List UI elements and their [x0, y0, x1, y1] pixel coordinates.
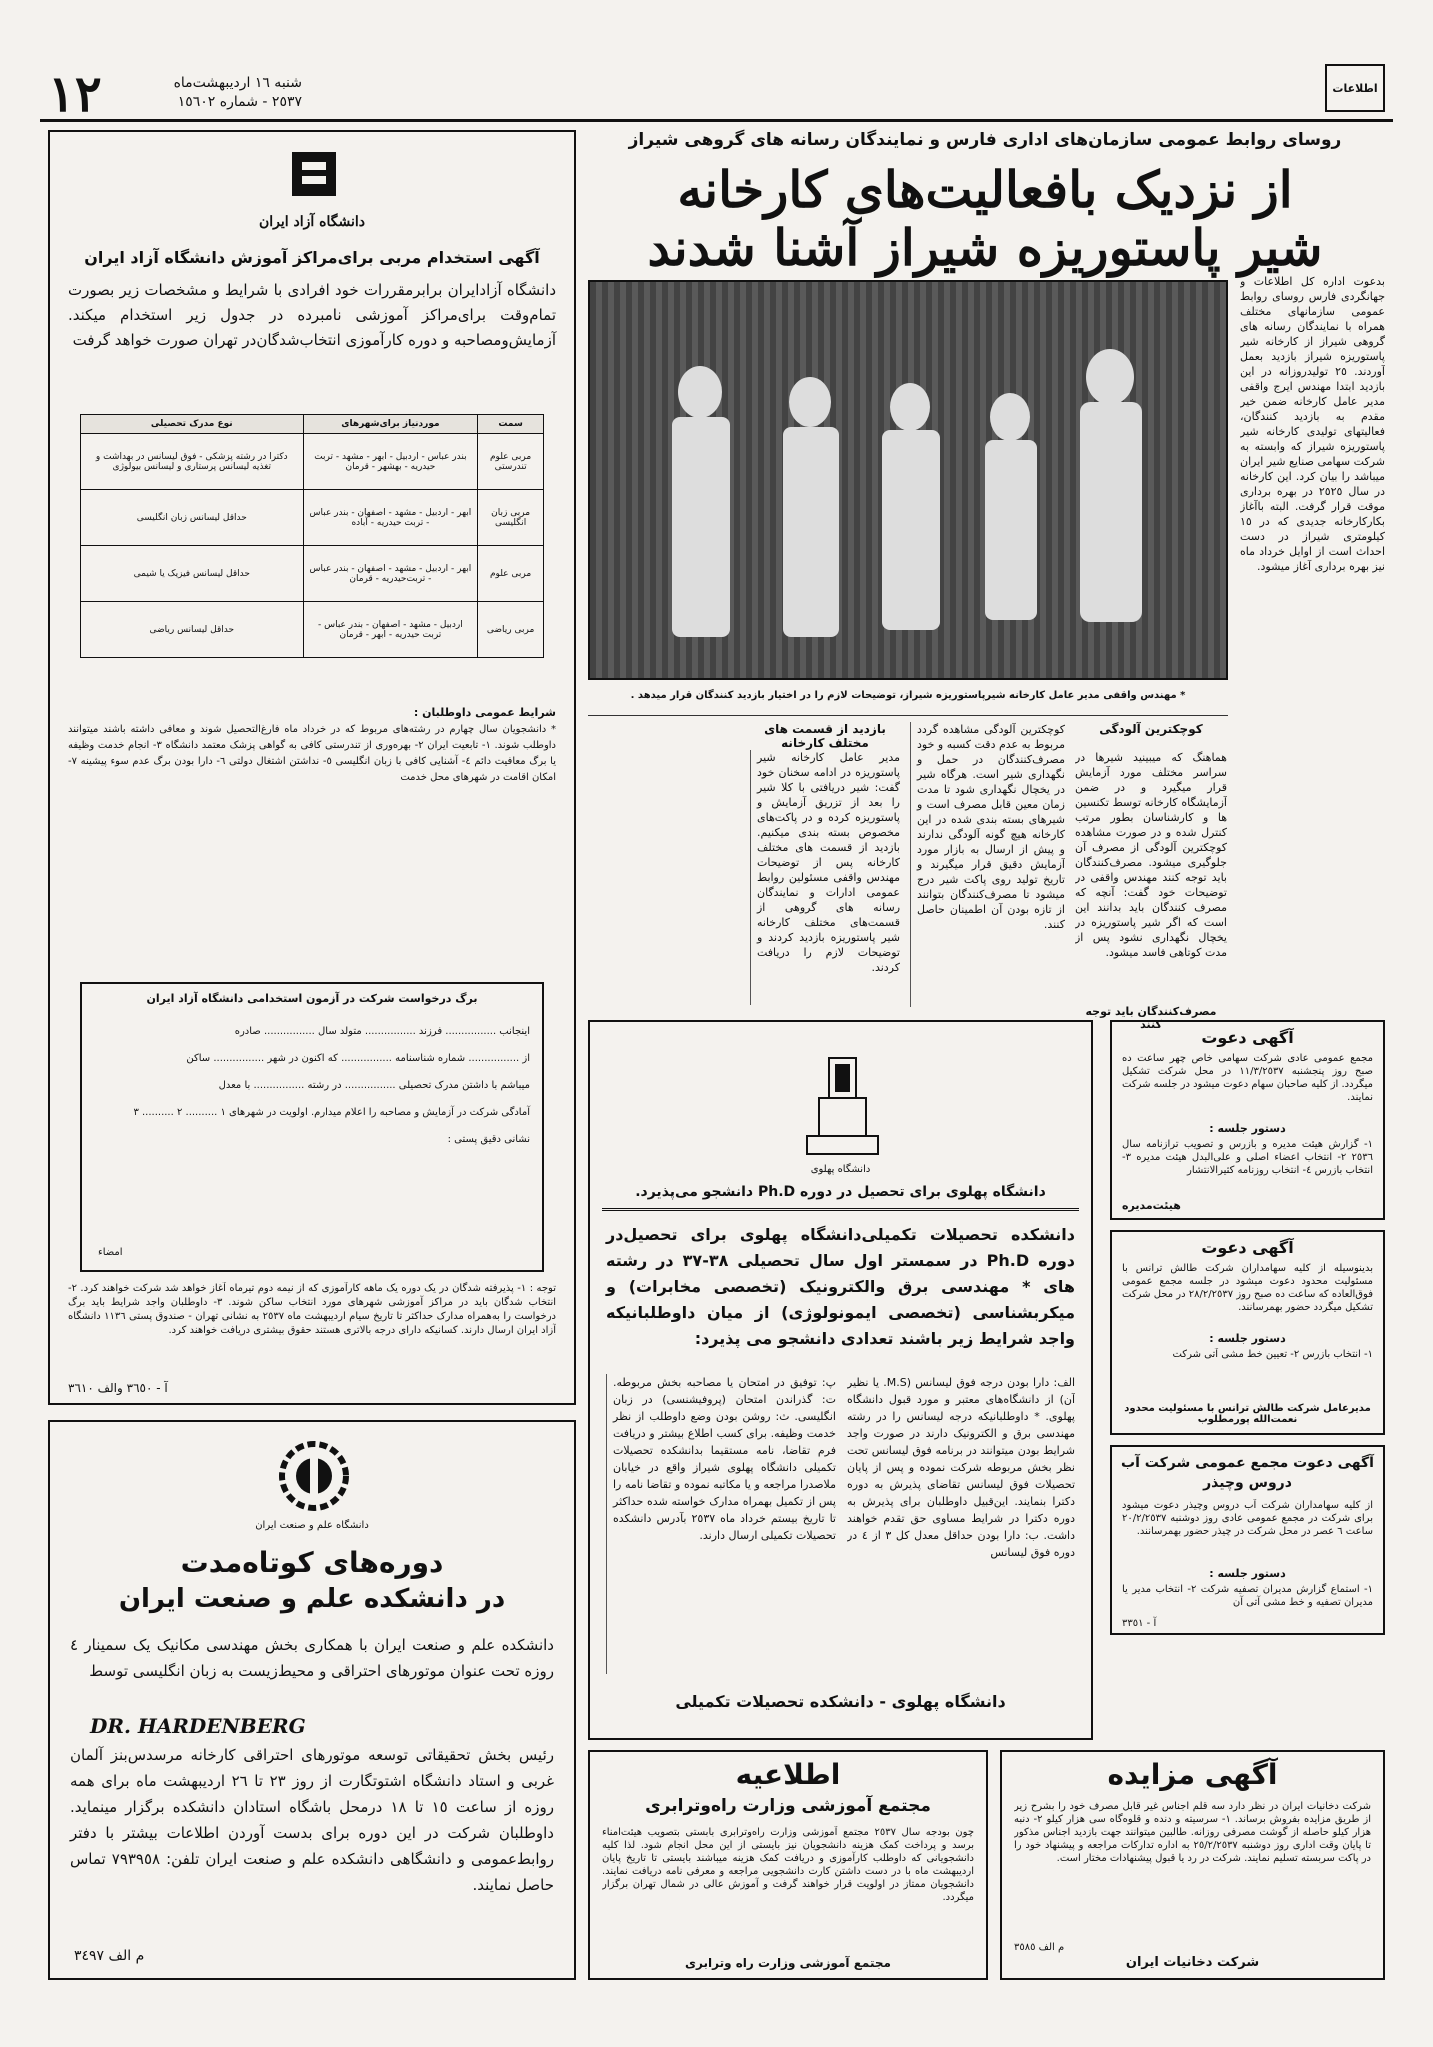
photo-figures — [590, 282, 1226, 678]
elm-sanat-title-2: در دانشکده علم و صنعت ایران — [118, 1584, 506, 1614]
article-body-col-1: هماهنگ که میبینید شیرها در سراسر مختلف مورد آزمایش قرار میگیرد و در ضمن آزمایشگاه کارخانه توسط تکنسین ها و کارشناسان بطور مرتب کنترل شده و در صورت مشاهده کوچکترین آلودگی از مصرف آن جلوگیری میشود. مصرف‌کنندگان باید توجه کنند مهندس واقفی در توضیحات خود گفت: آنچه که مصرف کنندگان باید بدانند این است که اگر شیر پاستوریزه در یخچال نگهداری نشود پس از مدت کوتاهی فاسد میشود. — [1075, 751, 1227, 959]
pahlavi-emblem — [795, 1036, 890, 1161]
elm-sanat-ref: م الف ٣٤٩٧ — [74, 1948, 145, 1964]
azad-jobs-table — [80, 414, 544, 658]
article-body-col-2: کوچکترین آلودگی مشاهده گردد مربوط به عدم دقت کسبه و خود مصرف‌کنندگان در حمل و نگهداری شیر است. هرگاه شیر در یخچال نگهداری شود تا مدت زمان معین قابل مصرف است و شیرهای بسته بندی شده در این کارخانه هیچ گونه آلودگی ندارند و پیش از ارسال به بازار مورد آزمایش دقیق قرار میگیرند و تاریخ تولید روی پاکت شیر درج میشود تا مصرف‌کنندگان بتوانند از تازه بودن آن اطمینان حاصل کنند. — [910, 722, 1065, 1007]
article-kicker: روسای روابط عمومی سازمان‌های اداری فارس و نمایندگان رسانه های گروهی شیراز — [628, 130, 1342, 150]
subhead-factory-visit: بازدید از قسمت های مختلف کارخانه — [764, 722, 886, 750]
notice-title: آگهی دعوت مجمع عمومی شرکت آب دروس وچیذر — [1121, 1455, 1374, 1491]
article-photo — [588, 280, 1228, 680]
pahlavi-banner: دانشگاه پهلوی برای تحصیل در دوره Ph.D دانشجو می‌پذیرد. — [602, 1184, 1079, 1211]
auction-body: شرکت دخانیات ایران در نظر دارد سه قلم اجناس غیر قابل مصرف خود را بشرح زیر از طریق مزایده بفروش برساند. ١- سرسیته و دنده و قلوه‌گاه سی هزار کیلو ٢- دنبه هزار کیلو حاصله از گوشت مصرفی روزانه. طالبین میتوانند جهت بازدید اجناس مذکور تا پایان وقت اداری روز دوشنبه ٢٥/٢/٢٥٣٧ به اداره تدارکات مراجعه و پیشنهاد خود را در پاکت سربسته تسلیم نمایند. شرکت در رد یا قبول پیشنهادات مختار است. — [1014, 1801, 1371, 1864]
notice-title: آگهی دعوت — [1201, 1028, 1294, 1047]
notice-darus-water — [1110, 1445, 1385, 1635]
notice-ref: آ - ٣٣٥١ — [1122, 1618, 1157, 1629]
notice-agenda: ١- انتخاب بازرس ٢- تعیین خط مشی آتی شرکت — [1172, 1349, 1373, 1360]
azad-notes: توجه : ١- پذیرفته شدگان در یک دوره یک ماهه کارآموزی که از نیمه دوم تیرماه آغاز خواهد شد شرکت خواهند کرد. ٢- انتخاب شدگان باید در مراکز آموزشی شهرهای مورد انتخاب ساکن شوند. ٣- داوطلبان واجد شرایط باید برگ درخواست را به‌همراه مدارک حداکثر تا تاریخ سیام اردیبهشت ماه ٢٥٣٧ به نشانی تهران - صندوق پستی ١١٣٦ دانشگاه آزاد ایران ارسال دارند. کسانیکه دارای درجه بالاتری هستند حقوق بیشتری دریافت خواهند کرد. — [68, 1283, 556, 1336]
subhead-body-col-1: کوچکترین آلودگی — [1099, 722, 1203, 736]
notice-agenda: ١- استماع گزارش مدیران تصفیه شرکت ٢- انتخاب مدیر یا مدیران تصفیه و خط مشی آتی آن — [1122, 1584, 1373, 1608]
table-cell: ابهر - اردبیل - مشهد - اصفهان - بندر عباس - تربت‌حیدریه - قرمان — [303, 546, 478, 602]
rah-notice — [588, 1750, 988, 1980]
article-headline-1: از نزدیک بافعالیت‌های کارخانه — [677, 160, 1293, 219]
table-cell: مربی ریاضی — [478, 602, 544, 658]
azad-conditions: * دانشجویان سال چهارم در رشته‌های مربوط که در خرداد ماه فارغ‌التحصیل شوند و معافی داشته باشند میتوانند داوطلب شوند. ١- تابعیت ایران ٢- بهره‌وری از تندرستی کافی به گواهی پزشک معتمد دانشگاه ٣- انجام خدمت وظیفه یا برگ معافیت دائم ٤- آشنایی کافی با زبان انگلیسی ٥- نداشتن اشتغال دولتی ٦- دارا بودن برگ عدم سوء پیشینه ٧- امکان اقامت در شهرهای محل خدمت — [68, 724, 556, 783]
elm-sanat-title-1: دوره‌های کوتاه‌مدت — [180, 1546, 444, 1579]
elm-sanat-emblem — [274, 1436, 354, 1516]
issue-date-line-2: ٢٥٣٧ - شماره ١٥٦٠٢ — [177, 94, 302, 110]
notice-chehr — [1110, 1020, 1385, 1220]
azad-conditions-title: شرایط عمومی داوطلبان : — [413, 706, 556, 719]
rah-body: چون بودجه سال ٢٥٣٧ مجتمع آموزشی وزارت راه‌وترابری بابستی بتصویب هیئت‌امناء برسد و پرداخت کمک هزینه دانشجویان نیز بایستی از این محل انجام شود. لذا کلیه دانشجویانی که داوطلب کارآموزی و دریافت کمک هزینه میباشند بایستی تا تاریخ پایان اردیبهشت ماه با در دست داشتن کارت دانشجویی مراجعه و معرفی نامه دریافت نمایند. دانشجویان ممتاز در اولویت قرار خواهند گرفت و آموزش عالی در شمال تهران برگزار میگردد. — [602, 1827, 974, 1903]
rah-footer: مجتمع آموزشی وزارت راه وترابری — [685, 1956, 891, 1970]
page-number: ١٢ — [48, 64, 102, 123]
rah-subtitle: مجتمع آموزشی وزارت راه‌وترابری — [645, 1796, 931, 1816]
notice-talesh — [1110, 1230, 1385, 1435]
table-cell: حداقل لیسانس زبان انگلیسی — [81, 490, 304, 546]
pahlavi-university-ad — [588, 1020, 1093, 1740]
azad-application-form — [80, 982, 544, 1272]
article-divider — [588, 715, 1228, 716]
article-side-column: بدعوت اداره کل اطلاعات و جهانگردی فارس روسای روابط عمومی سازمانهای مختلف همراه با نمایندگان رسانه های گروهی شیراز از کارخانه شیر پاستوریزه شیراز بازدید بعمل آوردند. ٢٥ تولیدروزانه در این بازدید ابتدا مهندس ایرج واقفی مدیر عامل کارخانه ضمن خیر مقدم به بازدید کنندگان، فعالیتهای تولیدی کارخانه شیر پاستوریزه شیراز که وابسته به شرکت سهامی صنایع شیر ایران میباشد را بیان کرد. این کارخانه در سال ٢٥٢٥ در بهره برداری موقت قرار گرفت. البته باآغاز بکارکارخانه جدیدی که در ١٥ کیلومتری شیراز در دست احداث است از اوایل خرداد ماه نیز بهره برداری آغاز میشود. — [1240, 275, 1385, 573]
notice-signature: مدیرعامل شرکت طالش ترانس با مسئولیت محدود نعمت‌الله پورمطلوب — [1124, 1403, 1371, 1425]
pahlavi-logo-label: دانشگاه پهلوی — [810, 1164, 871, 1175]
azad-university-ad — [48, 130, 576, 1405]
table-row — [81, 546, 544, 602]
table-header: نوع مدرک تحصیلی — [81, 415, 304, 434]
table-row — [81, 602, 544, 658]
table-cell: اردبیل - مشهد - اصفهان - بندر عباس - تربت حیدریه - ابهر - قرمان — [303, 602, 478, 658]
issue-date — [112, 74, 302, 112]
table-cell: مربی زبان انگلیسی — [478, 490, 544, 546]
table-cell: مربی علوم تندرستی — [478, 434, 544, 490]
table-cell: دکترا در رشته پزشکی - فوق لیسانس در بهداشت و تغذیه لیسانس پرستاری و لیسانس بیولوژی — [81, 434, 304, 490]
azad-university-emblem — [264, 146, 364, 206]
pahlavi-footer: دانشگاه پهلوی - دانشکده تحصیلات تکمیلی — [675, 1692, 1006, 1711]
notice-body: از کلیه سهامداران شرکت آب دروس وچیذر دعوت میشود برای شرکت در مجمع عمومی عادی روز دوشنبه ٢٠/٢/٢٥٣٧ ساعت ٦ عصر در محل شرکت در چیذر حضور بهمرسانند. — [1122, 1500, 1373, 1537]
notice-body: مجمع عمومی عادی شرکت سهامی خاص چهر ساعت ده صبح روز پنجشنبه ١١/٣/٢٥٣٧ در محل شرکت تشکیل میگردد. از کلیه صاحبان سهام دعوت میشود در جلسه شرکت نمایند. — [1122, 1053, 1373, 1103]
table-cell: مربی علوم — [478, 546, 544, 602]
notice-agenda: ١- گزارش هیئت مدیره و بازرس و تصویب ترازنامه سال ٢٥٣٦ ٢- انتخاب اعضاء اصلی و علی‌البدل هیئت مدیره ٣- انتخاب بازرس ٤- انتخاب روزنامه کثیرالانتشار — [1122, 1139, 1373, 1176]
auction-notice — [1000, 1750, 1385, 1980]
table-row — [81, 490, 544, 546]
elm-sanat-body: دانشکده علم و صنعت ایران با همکاری بخش مهندسی مکانیک یک سمینار ٤ روزه تحت عنوان موتورهای احتراقی و محیط‌زیست به زبان انگلیسی توسط — [70, 1636, 554, 1680]
form-title: برگ درخواست شرکت در آزمون استخدامی دانشگاه آزاد ایران — [146, 992, 478, 1005]
notice-body: بدینوسیله از کلیه سهامداران شرکت طالش ترانس با مسئولیت محدود دعوت میشود در جلسه مجمع عمومی فوق‌العاده که ساعت ده صبح روز ٢٨/٢/٢٥٣٧ در محل شرکت تشکیل میگردد حضور بهمرسانند. — [1122, 1263, 1373, 1313]
azad-ad-ref: آ - ٣٦٥٠ والف ٣٦١٠ — [68, 1381, 168, 1395]
table-cell: بندر عباس - اردبیل - ابهر - مشهد - تربت حیدریه - بهشهر - قرمان — [303, 434, 478, 490]
elm-sanat-lecturer: DR. HARDENBERG — [90, 1714, 306, 1738]
notice-agenda-title: دستور جلسه : — [1209, 1567, 1286, 1580]
table-header: موردنیاز برای‌شهرهای — [303, 415, 478, 434]
elm-sanat-logo-label: دانشگاه علم و صنعت ایران — [255, 1520, 369, 1531]
issue-date-line-1: شنبه ١٦ اردیبهشت‌ماه — [173, 75, 302, 91]
table-cell: حداقل لیسانس ریاضی — [81, 602, 304, 658]
azad-ad-title: آگهی استخدام مربی برای‌مراکز آموزش دانشگاه آزاد ایران — [84, 248, 540, 267]
form-line: از ................ شماره شناسنامه ................ که اکنون در شهر ................ ساکن — [186, 1053, 530, 1064]
table-cell: حداقل لیسانس فیزیک یا شیمی — [81, 546, 304, 602]
form-line: اینجانب ................ فرزند ................ متولد سال ................ صادره — [234, 1026, 530, 1037]
form-signature: امضاء — [98, 1247, 123, 1258]
article-headline-2: شیر پاستوریزه شیراز آشنا شدند — [647, 218, 1323, 277]
azad-ad-intro: دانشگاه آزادایران برابرمقررات خود افرادی با شرایط و مشخصات زیر بصورت تمام‌وقت برای‌مراکز آموزشی نامبرده در جدول زیر استخدام میکند. آزمایش‌ومصاحبه و دوره کارآموزی انتخاب‌شدگان‌در تهران صورت خواهد گرفت — [68, 281, 556, 349]
article-body-col-3: مدیر عامل کارخانه شیر پاستوریزه در ادامه سخنان خود گفت: شیر دریافتی با کلا شیر را بعد از تزریق آزمایش و پاستوریزه کرده و در پاکت‌های مخصوص بسته بندی میکنیم. بازدید از قسمت های مختلف کارخانه پس از توضیحات مهندس واقفی مسئولین روابط عمومی ادارات و نمایندگان رسانه های گروهی از قسمت‌های مختلف کارخانه شیر پاستوریزه بازدید کردند و توضیحات لازم را دریافت کردند. — [750, 750, 900, 1005]
table-row — [81, 434, 544, 490]
elm-sanat-body-2: رئیس بخش تحقیقاتی توسعه موتورهای احتراقی کارخانه مرسدس‌بنز آلمان غربی و استاد دانشگاه اشتوتگارت از روز ٢٣ تا ٢٦ اردیبهشت ماه برای همه روزه از ساعت ١٥ تا ١٨ درمحل باشگاه استادان دانشکده برگزار مینماید. داوطلبان شرکت در این دوره برای بدست آوردن اطلاعات بیشتر با دفتر روابط‌عمومی و دانشگاهی دانشکده علم و صنعت ایران تلفن: ٧٩٣٩٥٨ تماس حاصل نمایند. — [70, 1746, 555, 1894]
elm-sanat-ad — [48, 1420, 576, 1980]
form-line: نشانی دقیق پستی : — [447, 1134, 530, 1145]
photo-caption: * مهندس واقفی مدیر عامل کارخانه شیرپاستوریزه شیراز، توضیحات لازم را در اختیار بازدید کنندگان قرار میدهد . — [630, 690, 1186, 701]
notice-signature: هیئت‌مدیره — [1122, 1199, 1181, 1212]
table-header: سمت — [478, 415, 544, 434]
form-line: آمادگی شرکت در آزمایش و مصاحبه را اعلام میدارم. اولویت در شهرهای ١ .......... ٢ .......... ٣ — [133, 1107, 530, 1118]
notice-title: آگهی دعوت — [1201, 1238, 1294, 1257]
newspaper-logo: اطلاعات — [1325, 64, 1385, 112]
notice-agenda-title: دستور جلسه : — [1209, 1332, 1286, 1345]
notice-agenda-title: دستور جلسه : — [1209, 1122, 1286, 1135]
auction-title: آگهی مزایده — [1107, 1758, 1278, 1791]
azad-university-name: دانشگاه آزاد ایران — [258, 214, 366, 230]
auction-footer: شرکت دخانیات ایران — [1125, 1955, 1260, 1970]
pahlavi-lead: دانشکده تحصیلات تکمیلی‌دانشگاه پهلوی برای تحصیل‌در دوره Ph.D در سمستر اول سال تحصیلی ٣٨-٣٧ در رشته های * مهندسی برق والکترونیک (تخصصی مخابرات) و میکربشناسی (تخصصی ایمونولوژی) از میان داوطلبانیکه واجد شرایط زیر باشند تعدادی دانشجو می پذیرد: — [606, 1225, 1075, 1348]
form-lines — [94, 1018, 530, 1153]
form-line: میباشم با داشتن مدرک تحصیلی ................ در رشته ................ با معدل — [218, 1080, 530, 1091]
subhead-consumers: مصرف‌کنندگان باید توجه کنند — [1085, 1005, 1217, 1031]
pahlavi-body-right: الف: دارا بودن درجه فوق لیسانس (M.S. یا نظیر آن) از دانشگاه‌های معتبر و مورد قبول دانشگاه پهلوی. * داوطلبانیکه درجه لیسانس را در رشته مهندسی برق و الکترونیک دارند در صورت واجد شرایط بودن میتوانند در برنامه فوق لیسانس تحت نظر بخش مربوطه شرکت نموده و پس از پایان تحصیلات فوق لیسانس تقاضای پذیرش به دوره دکترا بنمایند. این‌قبیل داوطلبان برای پذیرش به دوره دکترا در شرایط مساوی حق تقدم خواهند داشت. ب: دارا بودن حداقل معدل کل ٣ از ٤ در دوره فوق لیسانس — [847, 1376, 1075, 1559]
pahlavi-body-left: پ: توفیق در امتحان یا مصاحبه بخش مربوطه. ت: گذراندن امتحان (پروفیشنسی) در زبان انگلیسی. ث: روشن بودن وضع داوطلب از نظر خدمت وظیفه. برای کسب اطلاع بیشتر و دریافت فرم تقاضا، نامه مستقیما بدانشکده تحصیلات تکمیلی دانشگاه پهلوی شیراز واقع در خیابان ملاصدرا مراجعه و یا مکاتبه نموده و تقاضا نامه را پس از تکمیل بهمراه مدارک خواسته شده حداکثر تا تاریخ بیستم خرداد ماه ٢٥٣٧ بآدرس دانشکده تحصیلات تکمیلی ارسال دارند. — [606, 1374, 836, 1674]
table-cell: ابهر - اردبیل - مشهد - اصفهان - بندر عباس - تربت حیدریه - آباده — [303, 490, 478, 546]
auction-ref: م الف ٣٥٨٥ — [1014, 1942, 1065, 1953]
rah-title: اطلاعیه — [735, 1758, 841, 1791]
